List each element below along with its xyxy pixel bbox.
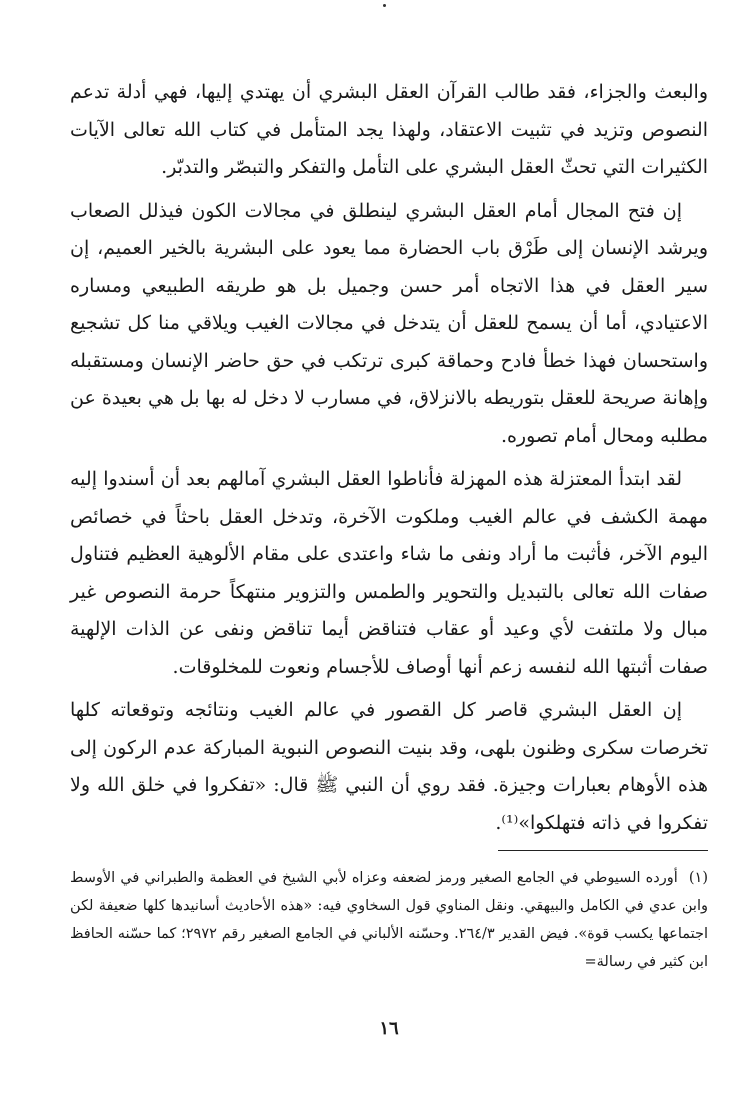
page-number: ١٦ [379,1018,399,1039]
footnote-separator [498,850,708,851]
page-top-mark [383,4,386,7]
paragraph-4: إن العقل البشري قاصر كل القصور في عالم الغيب ونتائجه وتوقعاته كلها تخرصات سكرى وظنون بلهى، وقد بنيت النصوص النبوية المباركة عدم الركون إلى هذه الأوهام بعبارات وجيزة. فقد روي أن النبي ﷺ قال: «تفكروا في خلق الله ولا تفكروا في ذاته فتهلكوا»⁽¹⁾. [70,699,708,834]
paragraph-1: والبعث والجزاء، فقد طالب القرآن العقل البشري أن يهتدي إليها، فهي أدلة تدعم النصوص وتزيد في تثبيت الاعتقاد، ولهذا يجد المتأمل في كتاب الله تعالى الآيات الكثيرات التي تحثّ العقل البشري على التأمل والتفكر والتبصّر والتدبّر. [70,81,708,178]
paragraph-3: لقد ابتدأ المعتزلة هذه المهزلة فأناطوا العقل البشري آمالهم بعد أن أسندوا إليه مهمة الكشف في عالم الغيب وملكوت الآخرة، وتدخل العقل باحثاً في خصائص اليوم الآخر، فأثبت ما أراد ونفى ما شاء واعتدى على مقام الألوهية العظيم فتناول صفات الله تعالى بالتبديل والتحوير والطمس والتزوير منتهكاً حرمة النصوص غير مبال ولا ملتفت لأي وعيد أو عقاب فتناقض أيما تناقض ونفى عن الذات الإلهية صفات أثبتها الله لنفسه زعم أنها أوصاف للأجسام ونعوت للمخلوقات. [70,468,709,678]
footnotes [70,864,708,976]
paragraph-2: إن فتح المجال أمام العقل البشري لينطلق في مجالات الكون فيذلل الصعاب ويرشد الإنسان إلى طَرْق باب الحضارة مما يعود على البشرية بالخير العميم، إن سير العقل في هذا الاتجاه أمر حسن وجميل بل هو طريقه الطبيعي ومساره الاعتيادي، أما أن يسمح للعقل أن يتدخل في مجالات الغيب ويلاقي منا كل تشجيع واستحسان فهذا خطأ فادح وحماقة كبرى ترتكب في حق حاضر الإنسان ومستقبله وإهانة صريحة للعقل بتوريطه بالانزلاق، في مسارب لا دخل له بها بل هي بعيدة عن مطلبه ومحال أمام تصوره. [70,199,708,447]
footnote-number: (١) [688,870,709,886]
footnote-text: أورده السيوطي في الجامع الصغير ورمز لضعفه وعزاه لأبي الشيخ في العظمة والطبراني في الأوسط وابن عدي في الكامل والبيهقي. ونقل المناوي قول السخاوي فيه: «هذه الأحاديث أسانيدها كلها ضعيفة لكن اجتماعها يكسب قوة». فيض القدير ٢٦٤/٣. وحسّنه الألباني في الجامع الصغير رقم ٢٩٧٢؛ كما حسّنه الحافظ ابن كثير في رسالة= [70,870,708,970]
page-body [70,74,708,1108]
